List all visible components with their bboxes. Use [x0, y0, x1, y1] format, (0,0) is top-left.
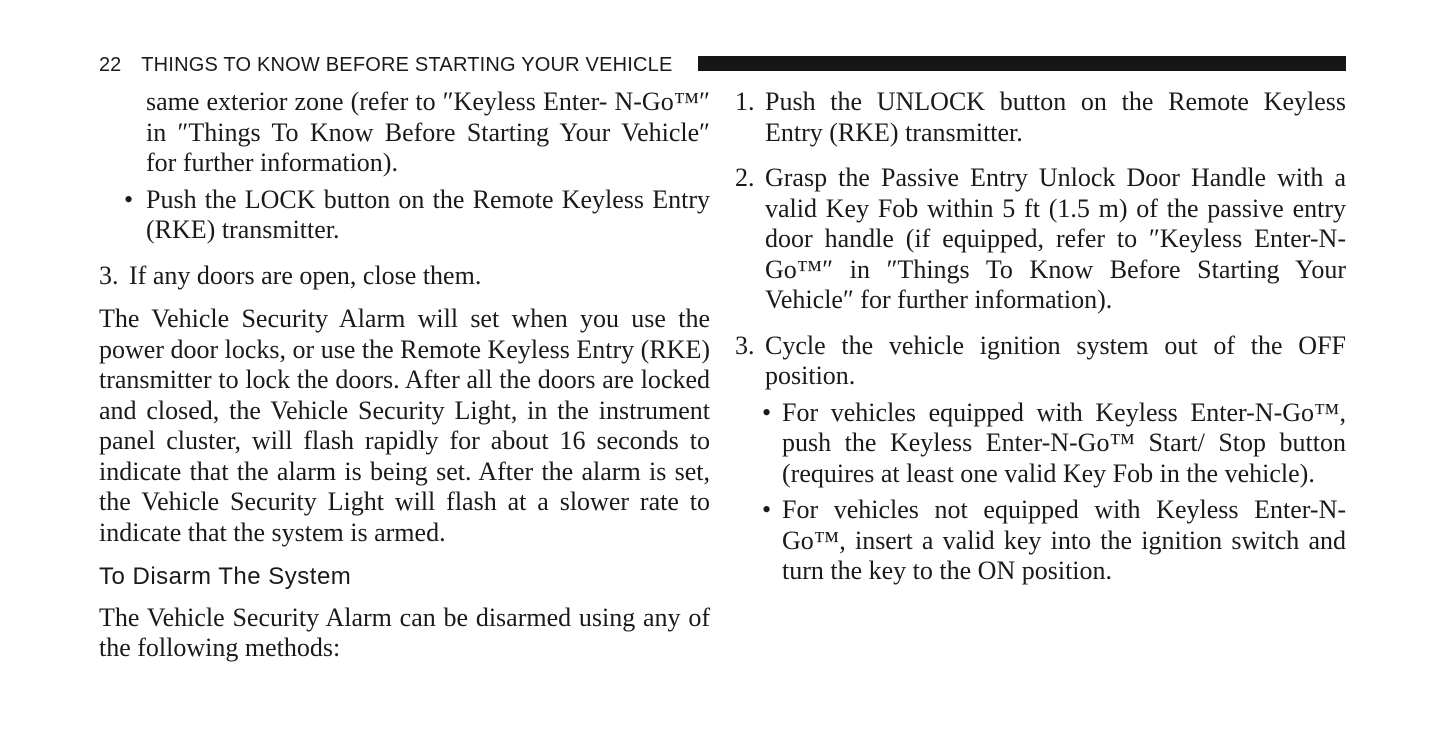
arming-paragraph: The Vehicle Security Alarm will set when you use the power door locks, or use the Remote Keyless Entry (RKE) transmitter to lock the doors. After all the doors are locked and closed, the Vehicle Security Light, in the instrument panel cluster, will flash rapidly for about 16 seconds to indicate that the alarm is being set. After the alarm is set, the Vehicle Security Light will flash at a slower rate to indicate that the system is armed. — [99, 304, 710, 547]
bullet-lock-text: Push the LOCK button on the Remote Keyless Entry (RKE) transmitter. — [146, 184, 710, 244]
sub-bullet-text: For vehicles not equipped with Keyless Enter-N-Go™, insert a valid key into the ignition switch and turn the key to the ON position. — [782, 495, 1346, 585]
header-rule-bar — [698, 56, 1346, 71]
bullet-icon: • — [762, 495, 772, 524]
right-column — [735, 87, 1346, 587]
subheading-disarm: To Disarm The System — [99, 563, 352, 590]
sub-bullet-keyless — [735, 398, 1346, 490]
left-column — [99, 87, 710, 664]
step-text: Cycle the vehicle ignition system out of the OFF position. — [765, 330, 1346, 390]
step-number: 2. — [735, 163, 755, 192]
bullet-icon: • — [762, 397, 772, 427]
step-number: 3. — [735, 330, 755, 360]
step-text: Grasp the Passive Entry Unlock Door Handle with a valid Key Fob within 5 ft (1.5 m) of the passive entry door handle (if equipped, refer to ″Keyless Enter-N-Go™″ in ″Things To Know Before Starting Your Vehicle″ for further information). — [765, 163, 1346, 314]
section-title: THINGS TO KNOW BEFORE STARTING YOUR VEHICLE — [141, 53, 673, 76]
disarm-intro-paragraph: The Vehicle Security Alarm can be disarmed using any of the following methods: — [99, 602, 710, 662]
bullet-lock-item — [99, 185, 710, 246]
step-text: If any doors are open, close them. — [129, 260, 482, 290]
page-header — [99, 53, 673, 77]
disarm-step-2 — [735, 163, 1346, 316]
sub-bullet-text: For vehicles equipped with Keyless Enter-N-Go™, push the Keyless Enter-N-Go™ Start/ Stop button (requires at least one valid Key Fob in the vehicle). — [782, 397, 1346, 488]
step-number: 3. — [99, 260, 119, 290]
page-number: 22 — [99, 53, 122, 76]
step-text: Push the UNLOCK button on the Remote Keyless Entry (RKE) transmitter. — [765, 87, 1346, 147]
sub-bullet-key — [735, 495, 1346, 587]
bullet-icon: • — [124, 184, 134, 214]
step-3-item — [99, 261, 710, 292]
continued-paragraph: same exterior zone (refer to ″Keyless Enter- N-Go™″ in ″Things To Know Before Starting Your Vehicle″ for further information). — [146, 87, 710, 177]
step-number: 1. — [735, 87, 755, 116]
disarm-step-1 — [735, 87, 1346, 148]
disarm-step-3 — [735, 331, 1346, 392]
